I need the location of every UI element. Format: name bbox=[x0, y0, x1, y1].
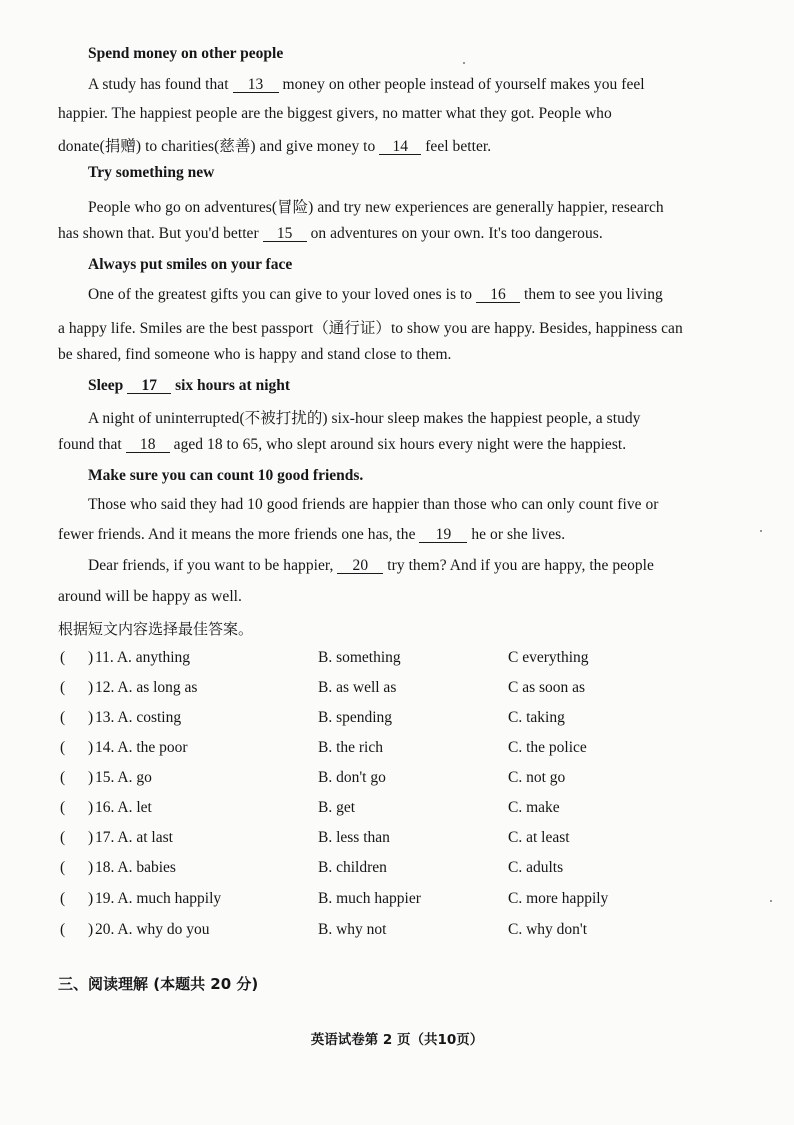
option-c: C. more happily bbox=[508, 890, 609, 907]
answer-bracket-close: ) bbox=[88, 921, 94, 938]
option-b: B. the rich bbox=[318, 739, 383, 756]
question-row bbox=[0, 799, 794, 823]
paragraph-line: One of the greatest gifts you can give to your loved ones is to 16 them to see you living bbox=[88, 286, 663, 303]
answer-bracket-open: ( bbox=[60, 679, 66, 696]
answer-bracket-close: ) bbox=[88, 859, 94, 876]
option-a: 16. A. let bbox=[95, 799, 152, 816]
option-b: B. children bbox=[318, 859, 387, 876]
answer-bracket-open: ( bbox=[60, 799, 66, 816]
option-b: B. much happier bbox=[318, 890, 421, 907]
scan-speck bbox=[770, 900, 772, 902]
answer-bracket-open: ( bbox=[60, 829, 66, 846]
answer-bracket-close: ) bbox=[88, 739, 94, 756]
answer-bracket-close: ) bbox=[88, 679, 94, 696]
question-row bbox=[0, 679, 794, 703]
question-row bbox=[0, 709, 794, 733]
scan-speck bbox=[463, 62, 465, 64]
question-row bbox=[0, 890, 794, 914]
page-footer: 英语试卷第 2 页（共10页） bbox=[310, 1032, 484, 1048]
option-a: 12. A. as long as bbox=[95, 679, 198, 696]
heading-try-new: Try something new bbox=[88, 164, 215, 181]
option-c: C. the police bbox=[508, 739, 587, 756]
paragraph-line: People who go on adventures(冒险) and try new experiences are generally happier, research bbox=[88, 199, 664, 216]
option-a: 18. A. babies bbox=[95, 859, 176, 876]
scan-speck bbox=[760, 530, 762, 532]
option-b: B. spending bbox=[318, 709, 393, 726]
heading-sleep: Sleep 17 six hours at night bbox=[88, 377, 291, 394]
option-b: B. why not bbox=[318, 921, 387, 938]
option-b: B. don't go bbox=[318, 769, 386, 786]
option-a: 14. A. the poor bbox=[95, 739, 188, 756]
answer-bracket-close: ) bbox=[88, 769, 94, 786]
option-a: 19. A. much happily bbox=[95, 890, 222, 907]
option-a: 17. A. at last bbox=[95, 829, 173, 846]
blank-16: 16 bbox=[476, 287, 520, 303]
paragraph-line: A study has found that 13 money on other people instead of yourself makes you feel bbox=[88, 76, 645, 93]
answer-bracket-open: ( bbox=[60, 709, 66, 726]
blank-14: 14 bbox=[379, 139, 421, 155]
option-c: C. adults bbox=[508, 859, 564, 876]
instruction: 根据短文内容选择最佳答案。 bbox=[58, 620, 254, 638]
answer-bracket-close: ) bbox=[88, 799, 94, 816]
option-a: 11. A. anything bbox=[95, 649, 191, 666]
option-a: 20. A. why do you bbox=[95, 921, 210, 938]
question-row bbox=[0, 649, 794, 673]
answer-bracket-open: ( bbox=[60, 739, 66, 756]
option-c: C. not go bbox=[508, 769, 566, 786]
paragraph-line: fewer friends. And it means the more friends one has, the 19 he or she lives. bbox=[58, 526, 566, 543]
paragraph-line: a happy life. Smiles are the best passport（通行证）to show you are happy. Besides, happiness can bbox=[58, 320, 683, 337]
option-c: C everything bbox=[508, 649, 589, 666]
option-c: C. at least bbox=[508, 829, 570, 846]
paragraph-line: found that 18 aged 18 to 65, who slept around six hours every night were the happiest. bbox=[58, 436, 627, 453]
paragraph-line: Those who said they had 10 good friends are happier than those who can only count five or bbox=[88, 496, 659, 513]
answer-bracket-close: ) bbox=[88, 649, 94, 666]
paragraph-line: has shown that. But you'd better 15 on adventures on your own. It's too dangerous. bbox=[58, 225, 603, 242]
blank-18: 18 bbox=[126, 437, 170, 453]
blank-13: 13 bbox=[233, 77, 279, 93]
question-row bbox=[0, 739, 794, 763]
option-c: C as soon as bbox=[508, 679, 586, 696]
question-row bbox=[0, 921, 794, 945]
heading-spend-money: Spend money on other people bbox=[88, 45, 284, 62]
answer-bracket-open: ( bbox=[60, 921, 66, 938]
blank-20: 20 bbox=[337, 558, 383, 574]
option-b: B. something bbox=[318, 649, 401, 666]
section-title: 三、阅读理解 (本题共 20 分) bbox=[58, 975, 259, 993]
paragraph-line: A night of uninterrupted(不被打扰的) six-hour sleep makes the happiest people, a study bbox=[88, 410, 641, 427]
option-c: C. make bbox=[508, 799, 560, 816]
answer-bracket-open: ( bbox=[60, 769, 66, 786]
question-row bbox=[0, 859, 794, 883]
option-b: B. as well as bbox=[318, 679, 397, 696]
option-b: B. less than bbox=[318, 829, 390, 846]
option-b: B. get bbox=[318, 799, 356, 816]
option-a: 15. A. go bbox=[95, 769, 152, 786]
paragraph-line: Dear friends, if you want to be happier, 20 try them? And if you are happy, the people bbox=[88, 557, 654, 574]
option-c: C. why don't bbox=[508, 921, 588, 938]
question-row bbox=[0, 829, 794, 853]
paragraph-line: happier. The happiest people are the biggest givers, no matter what they got. People who bbox=[58, 105, 612, 122]
paragraph-line: be shared, find someone who is happy and stand close to them. bbox=[58, 346, 452, 363]
paragraph-line: donate(捐赠) to charities(慈善) and give money to 14 feel better. bbox=[58, 138, 492, 155]
paragraph-line: around will be happy as well. bbox=[58, 588, 242, 605]
heading-friends: Make sure you can count 10 good friends. bbox=[88, 467, 364, 484]
option-a: 13. A. costing bbox=[95, 709, 182, 726]
heading-smiles: Always put smiles on your face bbox=[88, 256, 293, 273]
answer-bracket-open: ( bbox=[60, 859, 66, 876]
answer-bracket-open: ( bbox=[60, 649, 66, 666]
blank-15: 15 bbox=[263, 226, 307, 242]
answer-bracket-open: ( bbox=[60, 890, 66, 907]
answer-bracket-close: ) bbox=[88, 890, 94, 907]
option-c: C. taking bbox=[508, 709, 565, 726]
blank-17: 17 bbox=[127, 378, 171, 394]
blank-19: 19 bbox=[419, 527, 467, 543]
question-row bbox=[0, 769, 794, 793]
answer-bracket-close: ) bbox=[88, 829, 94, 846]
answer-bracket-close: ) bbox=[88, 709, 94, 726]
